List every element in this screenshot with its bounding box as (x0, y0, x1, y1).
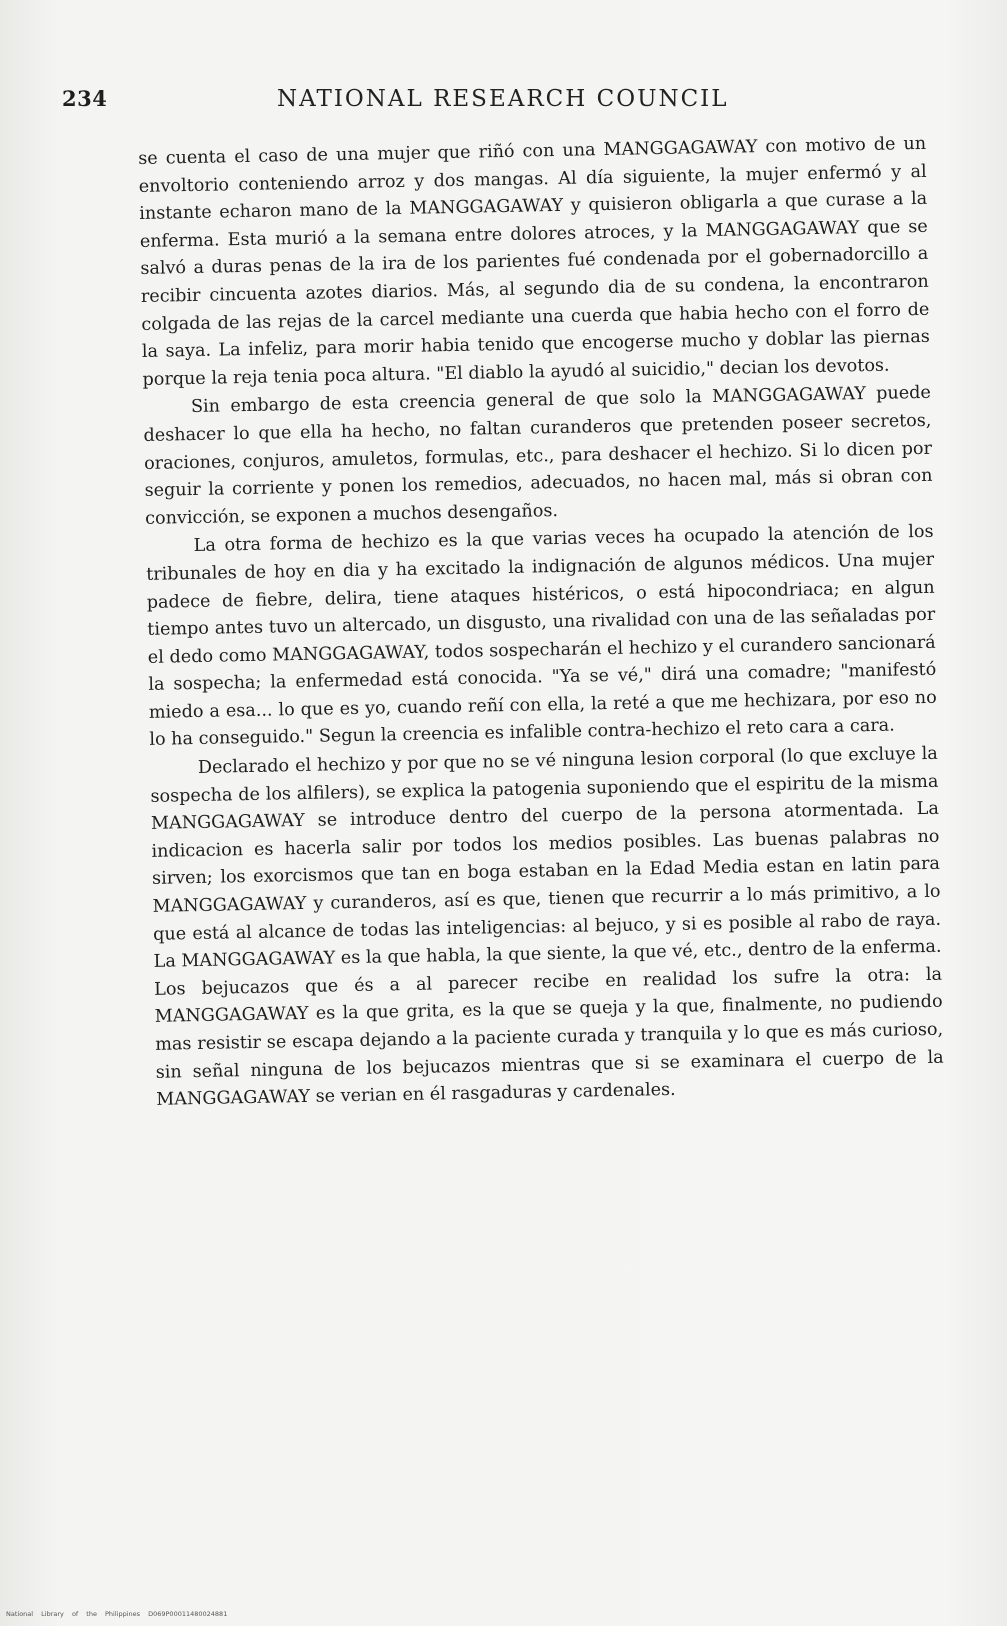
body-text (138, 131, 944, 1115)
paragraph: La otra forma de hechizo es la que varias veces ha ocupado la atención de los tribunales de hoy en dia y ha excitado la indignación de algunos médicos. Una mujer padece de fiebre, delira, tiene ataques histéricos, o está hipocondriaca; en algun tiempo antes tuvo un altercado, un disgusto, una rivalidad con una de las señaladas por el dedo como MANGGAGAWAY, todos sospecharán el hechizo y el curandero sancionará la sospecha; la enfermedad está conocida. "Ya se vé," dirá una comadre; "manifestó miedo a esa... lo que es yo, cuando reñí con ella, la reté a que me hechizara, por eso no lo ha conseguido." Segun la creencia es infalible contra-hechizo el reto cara a cara. (146, 522, 937, 751)
library-footer-note: National Library of the Philippines D069P00011480024881 (6, 1610, 228, 1618)
paragraph: Declarado el hechizo y por que no se vé ninguna lesion corporal (lo que excluye la sospecha de los alfilers), se explica la patogenia suponiendo que el espiritu de la misma MANGGAGAWAY se introduce dentro del cuerpo de la persona atormentada. La indicacion es hacerla salir por todos los medios posibles. Las buenas palabras no sirven; los exorcismos que tan en boga estaban en la Edad Media estan en latin para MANGGAGAWAY y curanderos, así es que, tienen que recurrir a lo más primitivo, a lo que está al alcance de todas las inteligencias: al bejuco, y si es posible al rabo de raya. La MANGGAGAWAY es la que habla, la que siente, la que vé, etc., dentro de la enferma. Los bejucazos que és a al parecer recibe en realidad los sufre la otra: la MANGGAGAWAY es la que grita, es la que se queja y la que, finalmente, no pudiendo mas resistir se escapa dejando a la paciente curada y tranquila y lo que es más curioso, sin señal ninguna de los bejucazos mientras que si se examinara el cuerpo de la MANGGAGAWAY se verian en él rasgaduras y cardenales. (150, 743, 944, 1111)
page-header (62, 86, 932, 122)
paragraph: Sin embargo de esta creencia general de que solo la MANGGAGAWAY puede deshacer lo que ella ha hecho, no faltan curanderos que pretenden poseer secretos, oraciones, conjuros, amuletos, formulas, etc., para deshacer el hechizo. Si lo dicen por seguir la corriente y ponen los remedios, adecuados, no hacen mal, más si obran con convicción, se exponen a muchos desengaños. (143, 383, 933, 529)
page-number: 234 (62, 86, 108, 111)
paragraph: se cuenta el caso de una mujer que riñó con una MANGGAGAWAY con motivo de un envoltorio conteniendo arroz y dos mangas. Al día siguiente, la mujer enfermó y al instante echaron mano de la MANGGAGAWAY y quisieron obligarla a que curase a la enferma. Esta murió a la semana entre dolores atroces, y la MANGGAGAWAY que se salvó a duras penas de la ira de los parientes fué condenada por el gobernadorcillo a recibir cincuenta azotes diarios. Más, al segundo dia de su condena, la encontraron colgada de las rejas de la carcel mediante una cuerda que habia hecho con el forro de la saya. La infeliz, para morir habia tenido que encogerse mucho y doblar las piernas porque la reja tenia poca altura. "El diablo la ayudó al suicidio," decian los devotos. (138, 133, 931, 390)
running-title: NATIONAL RESEARCH COUNCIL (277, 86, 729, 112)
